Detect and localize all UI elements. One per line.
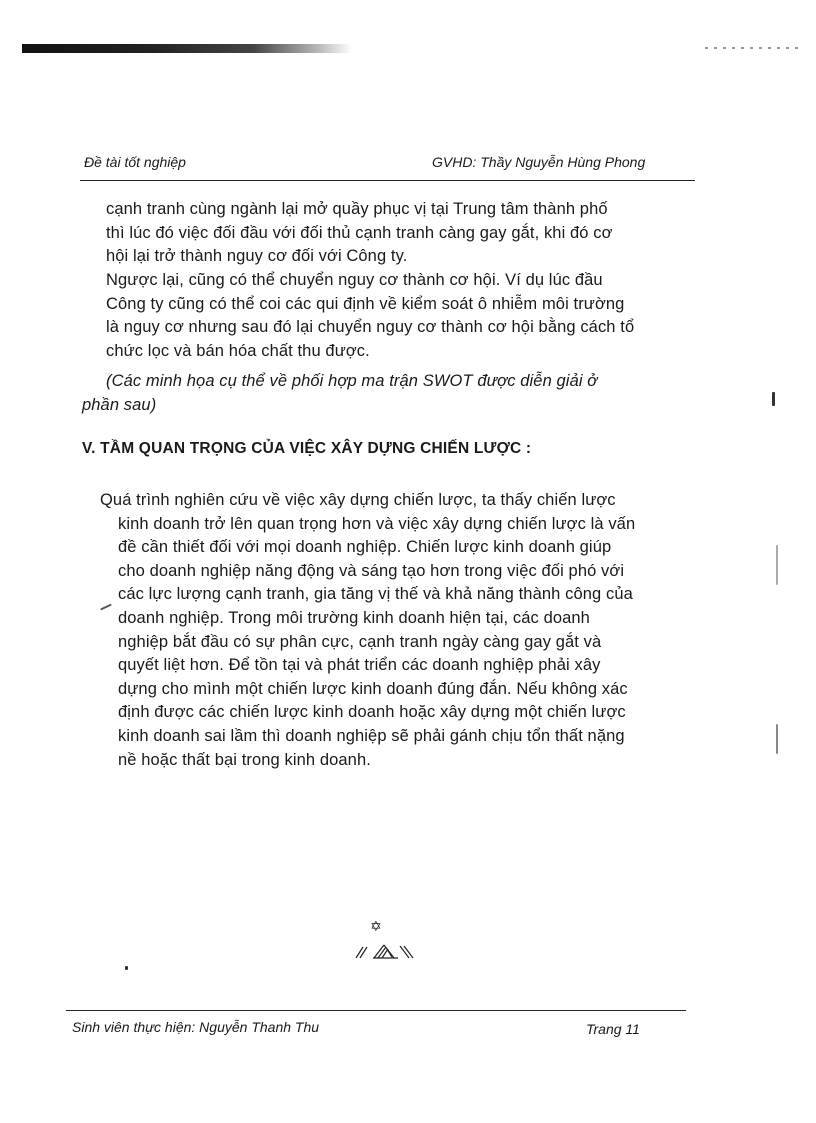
text-line: phần sau) — [82, 395, 157, 414]
text-line: quyết liệt hơn. Để tồn tại và phát triển các doanh nghiệp phải xây — [118, 656, 601, 675]
text-line: hội lại trở thành nguy cơ đối với Công ty. — [106, 247, 408, 266]
text-line: Công ty cũng có thể coi các qui định về kiểm soát ô nhiễm môi trường — [106, 294, 625, 313]
text-line: định được các chiến lược kinh doanh hoặc xây dựng một chiến lược — [118, 703, 626, 722]
star-ornament-icon: ✡ — [370, 918, 382, 934]
text-line: thì lúc đó việc đối đầu với đối thủ cạnh tranh càng gay gắt, khi đó cơ — [106, 223, 613, 242]
scan-speck — [772, 392, 775, 406]
scan-speck — [776, 724, 778, 754]
text-line: doanh nghiệp. Trong môi trường kinh doanh hiện tại, các doanh — [118, 608, 590, 627]
hatch-ornament-icon — [354, 942, 424, 962]
text-line: nghiệp bắt đầu có sự phân cực, cạnh tranh ngày càng gay gắt và — [118, 632, 602, 651]
header-thesis-title: Đề tài tốt nghiệp — [84, 154, 186, 170]
page-header — [80, 150, 695, 181]
text-line: kinh doanh trở lên quan trọng hơn và việc xây dựng chiến lược là vấn — [118, 514, 636, 533]
text-line: (Các minh họa cụ thể về phối hợp ma trận SWOT được diễn giải ở — [106, 372, 598, 390]
text-line: là nguy cơ nhưng sau đó lại chuyển nguy cơ thành cơ hội bằng cách tổ — [106, 318, 635, 337]
text-line: các lực lượng cạnh tranh, gia tăng vị thế và khả năng thành công của — [118, 585, 633, 604]
page-footer — [66, 1010, 686, 1041]
text-line: cho doanh nghiệp năng động và sáng tạo hơn trong việc đối phó với — [118, 561, 625, 580]
text-line: cạnh tranh cùng ngành lại mở quầy phục vị tại Trung tâm thành phố — [106, 200, 608, 218]
scan-speck — [776, 545, 778, 585]
text-line: Ngược lại, cũng có thể chuyển nguy cơ thành cơ hội. Ví dụ lúc đầu — [106, 271, 603, 289]
scan-artifact-strip — [22, 44, 352, 53]
text-line: dựng cho mình một chiến lược kinh doanh đúng đắn. Nếu không xác — [118, 679, 628, 698]
paragraph-opportunity — [106, 269, 634, 363]
paragraph-strategy-importance — [100, 489, 635, 772]
text-line: Quá trình nghiên cứu về việc xây dựng chiến lược, ta thấy chiến lược — [100, 491, 616, 509]
footer-student: Sinh viên thực hiện: Nguyễn Thanh Thu — [72, 1019, 320, 1035]
text-line: chức lọc và bán hóa chất thu được. — [106, 341, 370, 360]
section-heading: V. TẦM QUAN TRỌNG CỦA VIỆC XÂY DỰNG CHIẾN LƯỢC : — [82, 440, 532, 457]
scan-speck — [125, 966, 128, 970]
text-line: kinh doanh sai lầm thì doanh nghiệp sẽ phải gánh chịu tổn thất nặng — [118, 726, 625, 745]
scan-artifact-dots — [705, 47, 800, 49]
text-line: đề cần thiết đối với mọi doanh nghiệp. Chiến lược kinh doanh giúp — [118, 538, 612, 557]
header-advisor: GVHD: Thầy Nguyễn Hùng Phong — [432, 154, 646, 170]
paragraph-continuation — [106, 198, 613, 269]
text-line: nề hoặc thất bại trong kinh doanh. — [118, 750, 371, 769]
paragraph-swot-note — [82, 370, 597, 417]
page-number: Trang 11 — [586, 1021, 640, 1037]
